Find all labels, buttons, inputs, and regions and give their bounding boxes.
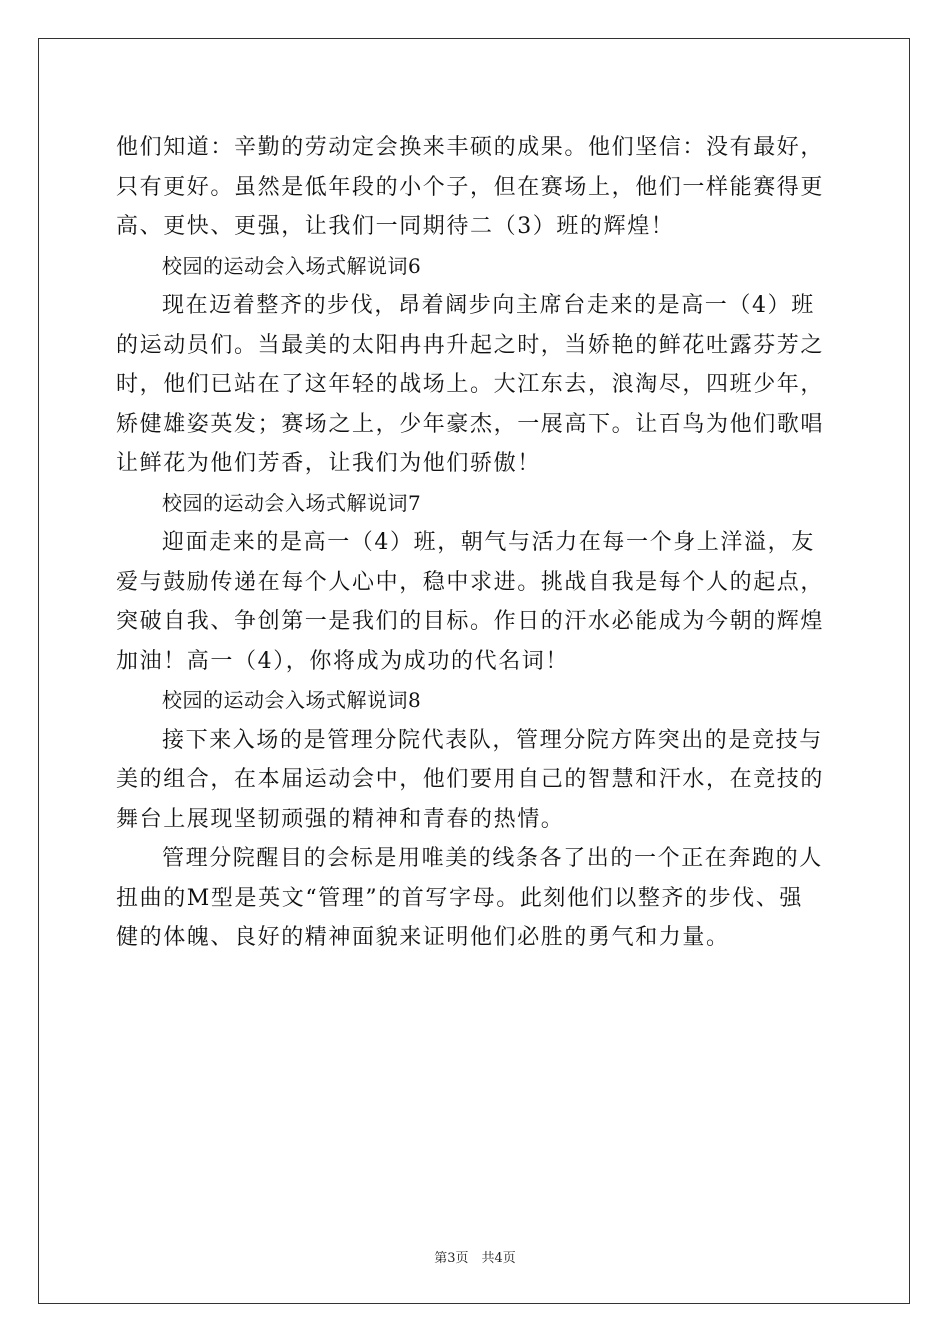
paragraph [116, 523, 836, 681]
section-heading: 校园的运动会入场式解说词8 [162, 688, 422, 712]
section-heading: 校园的运动会入场式解说词6 [162, 253, 422, 278]
paragraph-line: 美的组合，在本届运动会中，他们要用自己的智慧和汗水，在竞技的 [116, 767, 825, 792]
page-footer: 第3页 共4页 [434, 1251, 516, 1266]
paragraph-line: 现在迈着整齐的步伐，昂着阔步向主席台走来的是高一（4）班 [162, 293, 815, 318]
paragraph-line: 加油！高一（4），你将成为成功的代名词！ [116, 648, 569, 674]
paragraph-line: 只有更好。虽然是低年段的小个子，但在赛场上，他们一样能赛得更 [116, 174, 825, 200]
paragraph-line: 的运动员们。当最美的太阳冉冉升起之时，当娇艳的鲜花吐露芬芳之 [116, 332, 825, 358]
paragraph-line: 健的体魄、良好的精神面貌来证明他们必胜的勇气和力量。 [116, 925, 730, 950]
paragraph-line: 管理分院醒目的会标是用唯美的线条各了出的一个正在奔跑的人 [162, 846, 823, 871]
paragraph [116, 286, 836, 484]
paragraph-line: 接下来入场的是管理分院代表队，管理分院方阵突出的是竞技与 [162, 727, 823, 753]
paragraph-line: 迎面走来的是高一（4）班，朝气与活力在每一个身上洋溢，友 [162, 530, 815, 555]
paragraph-line: 扭曲的M型是英文“管理”的首写字母。此刻他们以整齐的步伐、强 [116, 885, 804, 911]
paragraph [116, 128, 836, 247]
paragraph-line: 让鲜花为他们芳香，让我们为他们骄傲！ [116, 451, 541, 476]
paragraph-line: 高、更快、更强，让我们一同期待二（3）班的辉煌！ [116, 214, 675, 239]
document-body [116, 128, 836, 958]
paragraph-line: 他们知道：辛勤的劳动定会换来丰硕的成果。他们坚信：没有最好， [116, 135, 825, 160]
paragraph [116, 839, 836, 958]
paragraph-line: 突破自我、争创第一是我们的目标。作日的汗水必能成为今朝的辉煌 [116, 609, 825, 634]
paragraph-line: 舞台上展现坚韧顽强的精神和青春的热情。 [116, 806, 565, 832]
section-heading: 校园的运动会入场式解说词7 [162, 490, 422, 515]
paragraph [116, 721, 836, 840]
paragraph-line: 矫健雄姿英发；赛场之上，少年豪杰，一展高下。让百鸟为他们歌唱 [116, 411, 825, 437]
paragraph-line: 时，他们已站在了这年轻的战场上。大江东去，浪淘尽，四班少年， [116, 372, 825, 397]
paragraph-line: 爱与鼓励传递在每个人心中，稳中求进。挑战自我是每个人的起点， [116, 569, 825, 595]
